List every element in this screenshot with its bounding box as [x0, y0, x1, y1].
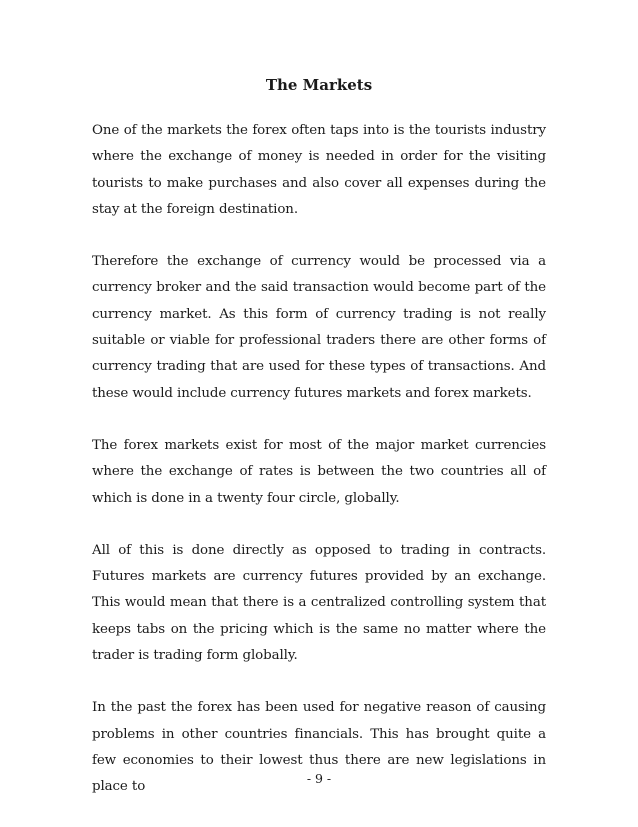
- body-text: [92, 118, 546, 827]
- paragraph-2: Therefore the exchange of currency would be processed via a currency broker and the said transaction would become part of the currency market. As this form of currency trading is not really suitable or viable for professional traders there are other forms of currency trading that are used for these types of transactions. And these would include currency futures markets and forex markets.: [92, 254, 546, 401]
- page-title: The Markets: [265, 76, 373, 94]
- paragraph-4: All of this is done directly as opposed to trading in contracts. Futures markets are currency futures provided by an exchange. This would mean that there is a centralized controlling system that keeps tabs on the pricing which is the same no matter where the trader is trading form globally.: [92, 542, 546, 664]
- paragraph-3: The forex markets exist for most of the major market currencies where the exchange of rates is between the two countries all of which is done in a twenty four circle, globally.: [92, 437, 546, 506]
- paragraph-5: In the past the forex has been used for negative reason of causing problems in other countries financials. This has brought quite a few economies to their lowest thus there are new legislations in place to: [92, 700, 546, 795]
- page-number: - 9 -: [306, 771, 332, 786]
- paragraph-1: One of the markets the forex often taps into is the tourists industry where the exchange of money is needed in order for the visiting tourists to make purchases and also cover all expenses during the stay at the foreign destination.: [92, 123, 546, 217]
